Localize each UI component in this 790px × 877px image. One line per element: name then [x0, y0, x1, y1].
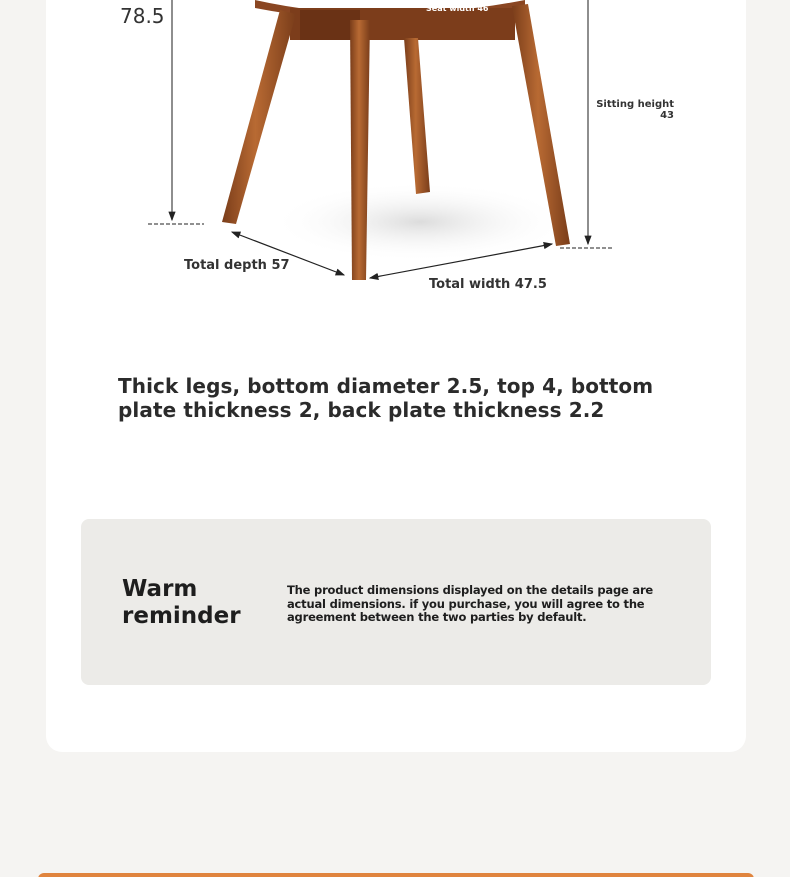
chair-dimension-diagram — [0, 0, 790, 300]
warm-reminder-box — [81, 519, 711, 685]
seat-width-label: Seat width 46 — [426, 4, 489, 13]
reminder-title: Warm reminder — [122, 576, 241, 629]
total-depth-label: Total depth 57 — [184, 258, 290, 273]
sitting-height-label — [596, 99, 674, 121]
total-width-label: Total width 47.5 — [429, 277, 547, 292]
leg-spec-description: Thick legs, bottom diameter 2.5, top 4, bottom plate thickness 2, back plate thickness 2.2 — [118, 374, 654, 422]
sitting-height-value: 43 — [660, 110, 674, 121]
sitting-height-text: Sitting height — [596, 99, 674, 110]
reminder-body: The product dimensions displayed on the details page are actual dimensions. if you purchase, you will agree to the agreement between the two parties by default. — [287, 583, 654, 624]
next-section-accent-bar — [38, 873, 754, 877]
total-height-label: 78.5 — [120, 4, 165, 28]
